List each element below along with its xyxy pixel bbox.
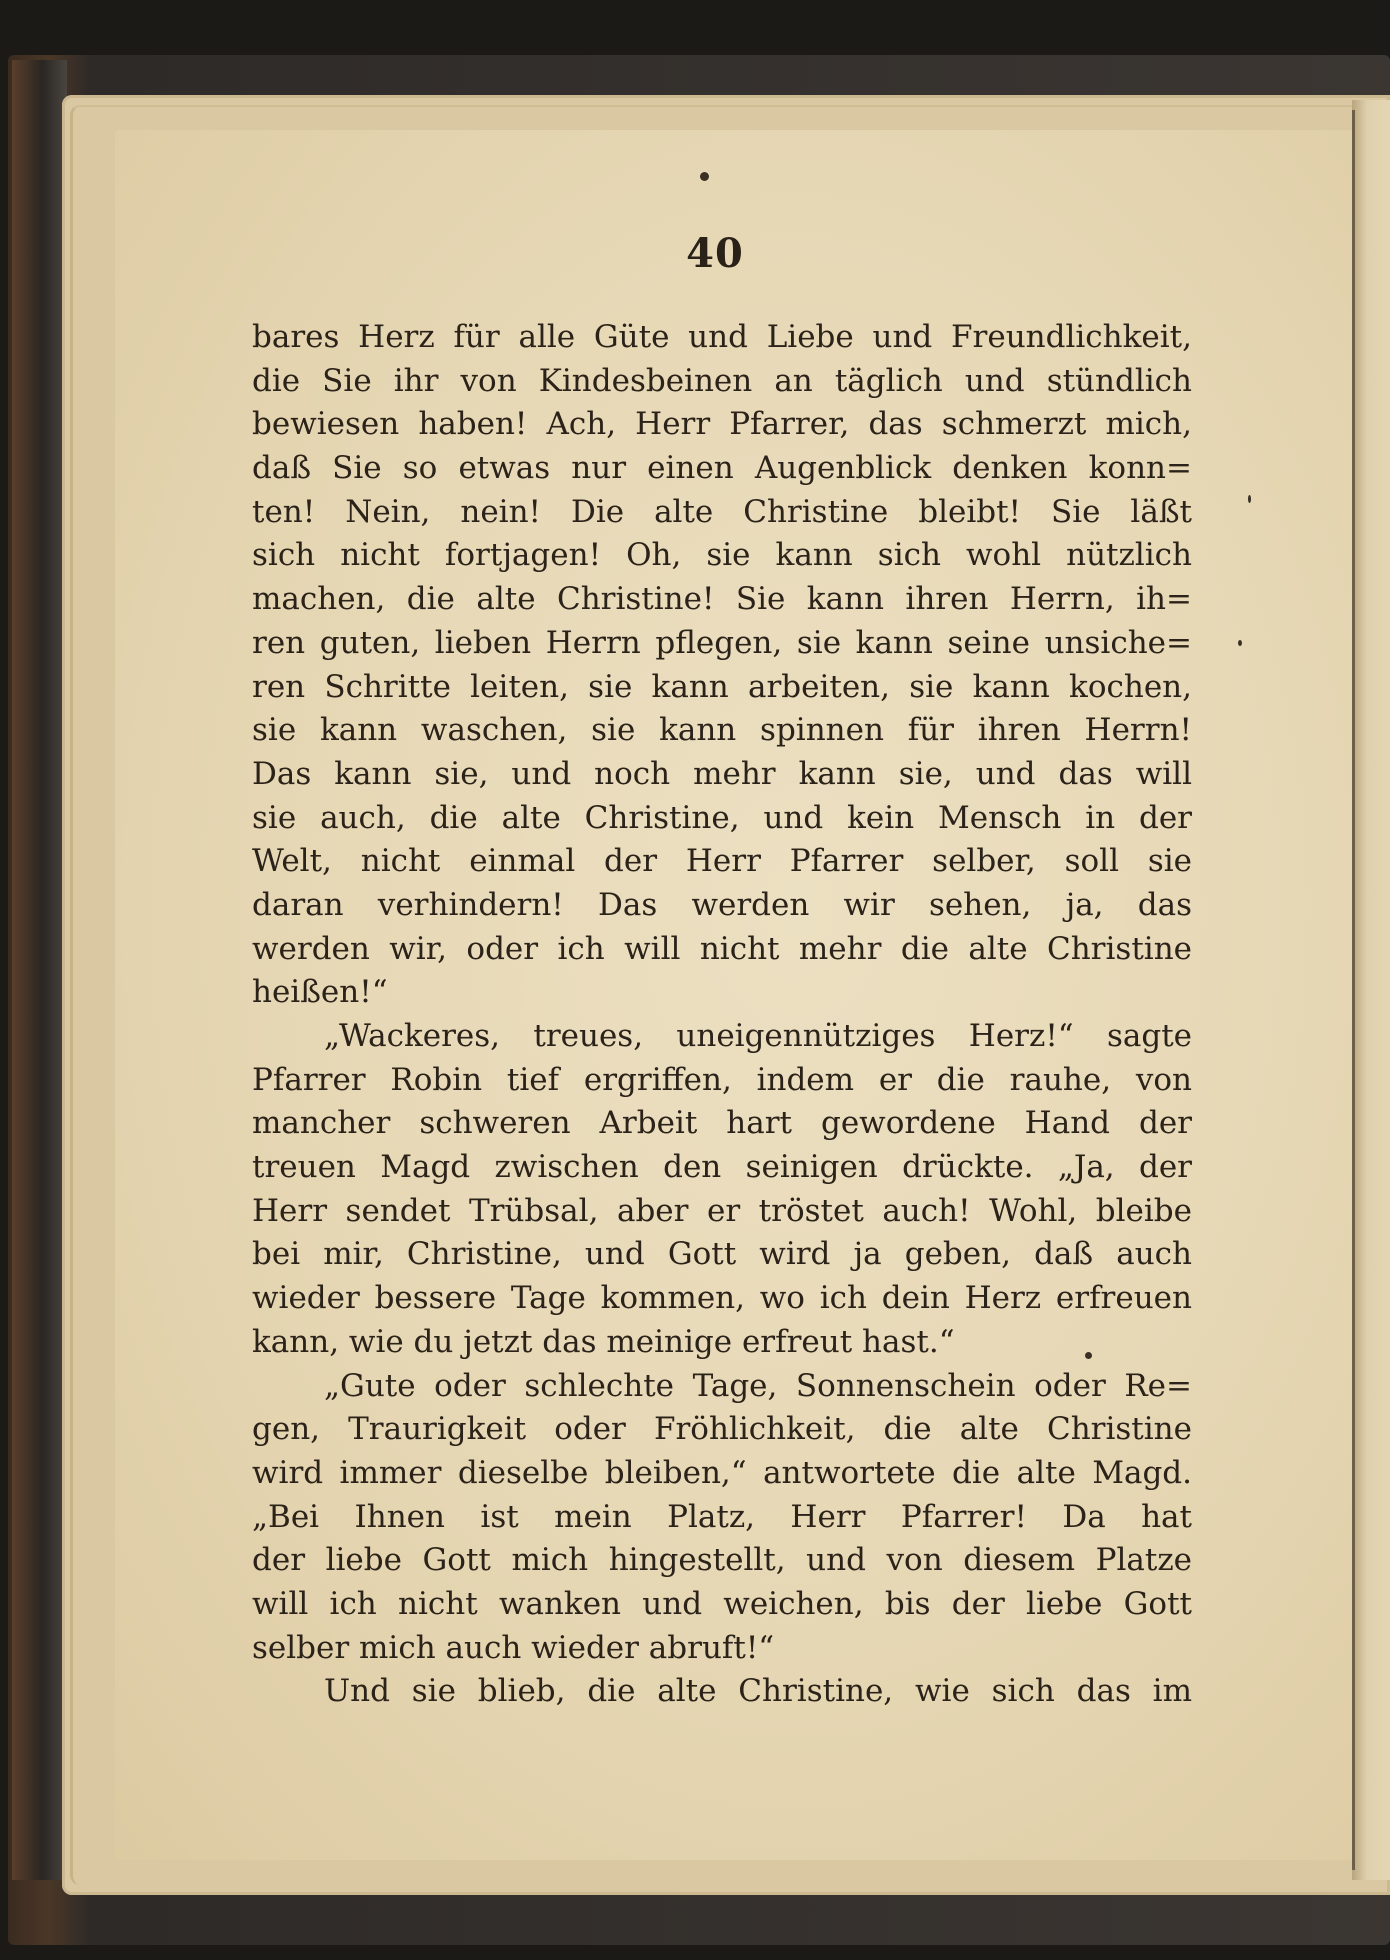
text-line: mancher schweren Arbeit hart gewordene Hand der: [252, 1105, 1192, 1142]
text-line: wird immer dieselbe bleiben,“ antwortete die alte Magd.: [252, 1454, 1192, 1491]
text-line: bei mir, Christine, und Gott wird ja geben, daß auch: [252, 1236, 1192, 1273]
text-line: bewiesen haben! Ach, Herr Pfarrer, das schmerzt mich,: [252, 406, 1192, 443]
text-line: treuen Magd zwischen den seinigen drückte. „Ja, der: [252, 1149, 1192, 1186]
text-line: ren Schritte leiten, sie kann arbeiten, sie kann kochen,: [252, 668, 1192, 705]
text-line: ten! Nein, nein! Die alte Christine bleibt! Sie läßt: [252, 493, 1192, 530]
text-line: selber mich auch wieder abruft!“: [252, 1629, 775, 1666]
book-spine-edge: [12, 60, 67, 1880]
text-line: wieder bessere Tage kommen, wo ich dein Herz erfreuen: [252, 1280, 1192, 1317]
text-line: Das kann sie, und noch mehr kann sie, und das will: [252, 755, 1192, 792]
text-line: sie kann waschen, sie kann spinnen für ihren Herrn!: [252, 712, 1192, 749]
text-line: kann, wie du jetzt das meinige erfreut hast.“: [252, 1323, 955, 1360]
ink-speck: [1248, 495, 1251, 503]
text-line: „Wackeres, treues, uneigennütziges Herz!“ sagte: [324, 1018, 1192, 1054]
text-line: „Bei Ihnen ist mein Platz, Herr Pfarrer! Da hat: [252, 1498, 1192, 1535]
text-line: heißen!“: [252, 974, 388, 1011]
page-text: [252, 316, 1192, 1714]
text-line: will ich nicht wanken und weichen, bis der liebe Gott: [252, 1585, 1192, 1622]
text-line: gen, Traurigkeit oder Fröhlichkeit, die alte Christine: [252, 1411, 1192, 1448]
text-line: sie auch, die alte Christine, und kein Mensch in der: [252, 799, 1192, 836]
text-line: Herr sendet Trübsal, aber er tröstet auch! Wohl, bleibe: [252, 1192, 1192, 1229]
text-line: Welt, nicht einmal der Herr Pfarrer selber, soll sie: [252, 843, 1192, 880]
text-line: machen, die alte Christine! Sie kann ihren Herrn, ih=: [252, 581, 1192, 618]
gutter-line: [1352, 110, 1355, 1870]
ink-dot: [700, 172, 709, 181]
text-line: Und sie blieb, die alte Christine, wie sich das im: [324, 1673, 1192, 1710]
page-number: 40: [686, 230, 744, 277]
text-line: daß Sie so etwas nur einen Augenblick denken konn=: [252, 450, 1192, 487]
ink-speck: [1238, 640, 1242, 646]
text-line: der liebe Gott mich hingestellt, und von diesem Platze: [252, 1542, 1192, 1579]
facing-page-edge: [1352, 100, 1390, 1880]
text-line: werden wir, oder ich will nicht mehr die alte Christine: [252, 930, 1192, 967]
text-line: Pfarrer Robin tief ergriffen, indem er die rauhe, von: [252, 1061, 1192, 1098]
text-line: „Gute oder schlechte Tage, Sonnenschein oder Re=: [324, 1367, 1192, 1404]
text-line: sich nicht fortjagen! Oh, sie kann sich wohl nützlich: [252, 537, 1192, 574]
text-line: die Sie ihr von Kindesbeinen an täglich und stündlich: [252, 362, 1192, 399]
text-line: bares Herz für alle Güte und Liebe und Freundlichkeit,: [252, 319, 1192, 355]
text-line: ren guten, lieben Herrn pflegen, sie kann seine unsiche=: [252, 624, 1192, 661]
text-line: daran verhindern! Das werden wir sehen, ja, das: [252, 886, 1192, 923]
